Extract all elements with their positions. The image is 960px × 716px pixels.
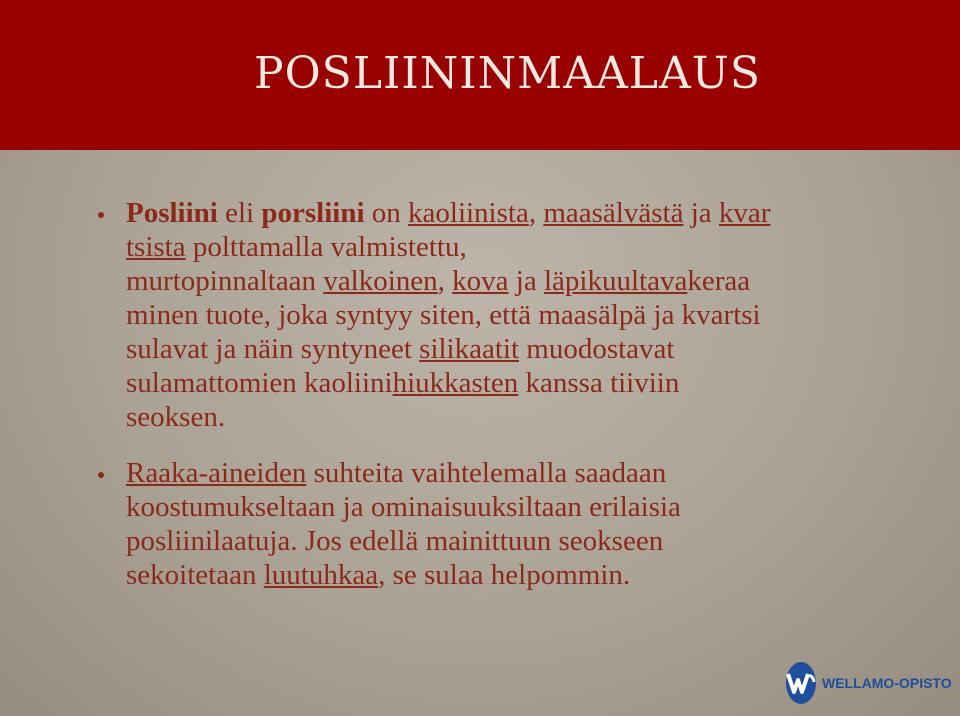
line: posliinilaatuja. Jos edellä mainittuun seokseen xyxy=(126,525,664,557)
line: tsista polttamalla valmistettu, xyxy=(126,231,467,263)
bullet-item-1 xyxy=(98,196,888,434)
line: koostumukseltaan ja ominaisuuksiltaan erilaisia xyxy=(126,491,681,523)
link-kvartsista-2[interactable]: tsista xyxy=(126,231,186,263)
line: minen tuote, joka syntyy siten, että maasälpä ja kvartsi xyxy=(126,299,761,331)
link-hiukkasten[interactable]: hiukkasten xyxy=(392,367,519,399)
link-lapikuultava[interactable]: läpikuultava xyxy=(543,265,688,297)
link-kaoliinista[interactable]: kaoliinista xyxy=(408,197,529,229)
slide-title: POSLIININMAALAUS xyxy=(254,48,762,99)
logo-text: WELLAMO-OPISTO xyxy=(822,675,952,691)
line: sulavat ja näin syntyneet silikaatit muodostavat xyxy=(126,333,675,365)
line: murtopinnaltaan valkoinen, kova ja läpikuultavakeraa xyxy=(126,265,751,297)
bullet-icon xyxy=(98,472,104,478)
title-bar xyxy=(0,0,960,150)
link-kova[interactable]: kova xyxy=(452,265,509,297)
bullet-item-2 xyxy=(98,456,888,592)
wellamo-opisto-logo xyxy=(786,660,952,706)
line: sulamattomien kaoliinihiukkasten kanssa tiiviin xyxy=(126,367,680,399)
line: sekoitetaan luutuhkaa, se sulaa helpommin. xyxy=(126,559,631,591)
bullet-icon xyxy=(98,212,104,218)
wellamo-logo-icon xyxy=(786,662,816,704)
bullet-2-text xyxy=(126,456,888,592)
line: Posliini eli porsliini on kaoliinista, maasälvästä ja kvar xyxy=(126,197,771,229)
link-valkoinen[interactable]: valkoinen xyxy=(323,265,438,297)
link-maasalvasta[interactable]: maasälvästä xyxy=(543,197,684,229)
bullet-1-text xyxy=(126,196,888,434)
slide-content xyxy=(98,196,888,592)
line: Raaka-aineiden suhteita vaihtelemalla saadaan xyxy=(126,457,667,489)
link-luutuhkaa[interactable]: luutuhkaa xyxy=(263,559,379,591)
link-kvartsista-1[interactable]: kvar xyxy=(718,197,771,229)
link-raaka-aineiden[interactable]: Raaka-aineiden xyxy=(126,457,307,489)
line: seoksen. xyxy=(126,401,226,433)
link-silikaatit[interactable]: silikaatit xyxy=(419,333,520,365)
